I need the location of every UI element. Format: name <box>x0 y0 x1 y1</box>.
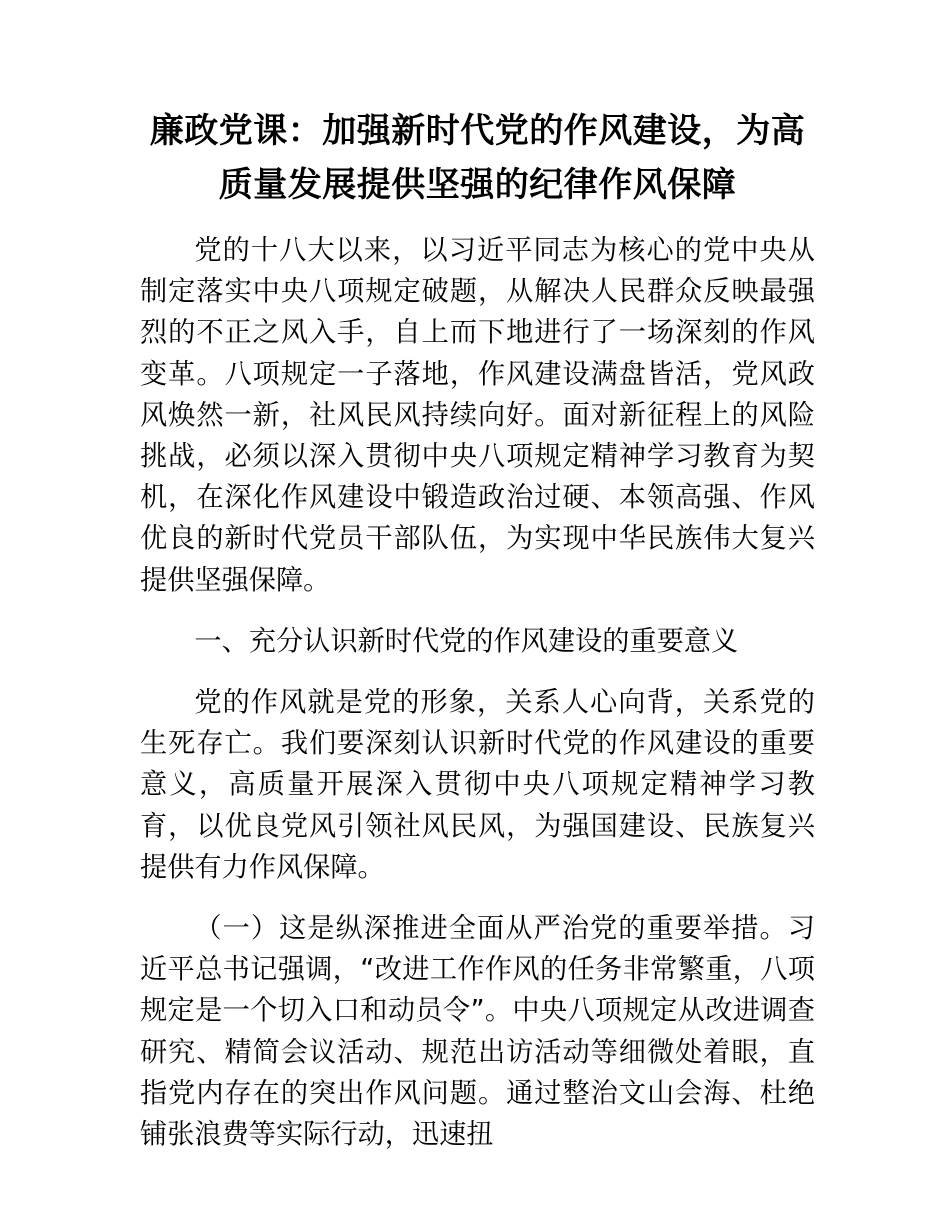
section-heading-one: 一、充分认识新时代党的作风建设的重要意义 <box>194 625 739 657</box>
paragraph-section-one-intro: 党的作风就是党的形象，关系人心向背，关系党的生死存亡。我们要深刻认识新时代党的作风建设的重要意义，高质量开展深入贯彻中央八项规定精神学习教育，以优良党风引领社风民风，为强国建设、民族复兴提供有力作风保障。 <box>140 687 815 883</box>
document-title: 廉政党课：加强新时代党的作风建设，为高质量发展提供坚强的纪律作风保障 <box>149 111 806 205</box>
paragraph-subsection-one: （一）这是纵深推进全面从严治党的重要举措。习近平总书记强调，“改进工作作风的任务非常繁重，八项规定是一个切入口和动员令”。中央八项规定从改进调查研究、精简会议活动、规范出访活动等细微处着眼，直指党内存在的突出作风问题。通过整治文山会海、杜绝铺张浪费等实际行动，迅速扭 <box>140 913 815 1151</box>
paragraph-intro: 党的十八大以来，以习近平同志为核心的党中央从制定落实中央八项规定破题，从解决人民群众反映最强烈的不正之风入手，自上而下地进行了一场深刻的作风变革。八项规定一子落地，作风建设满盘皆活，党风政风焕然一新，社风民风持续向好。面对新征程上的风险挑战，必须以深入贯彻中央八项规定精神学习教育为契机，在深化作风建设中锻造政治过硬、本领高强、作风优良的新时代党员干部队伍，为实现中华民族伟大复兴提供坚强保障。 <box>140 235 815 596</box>
